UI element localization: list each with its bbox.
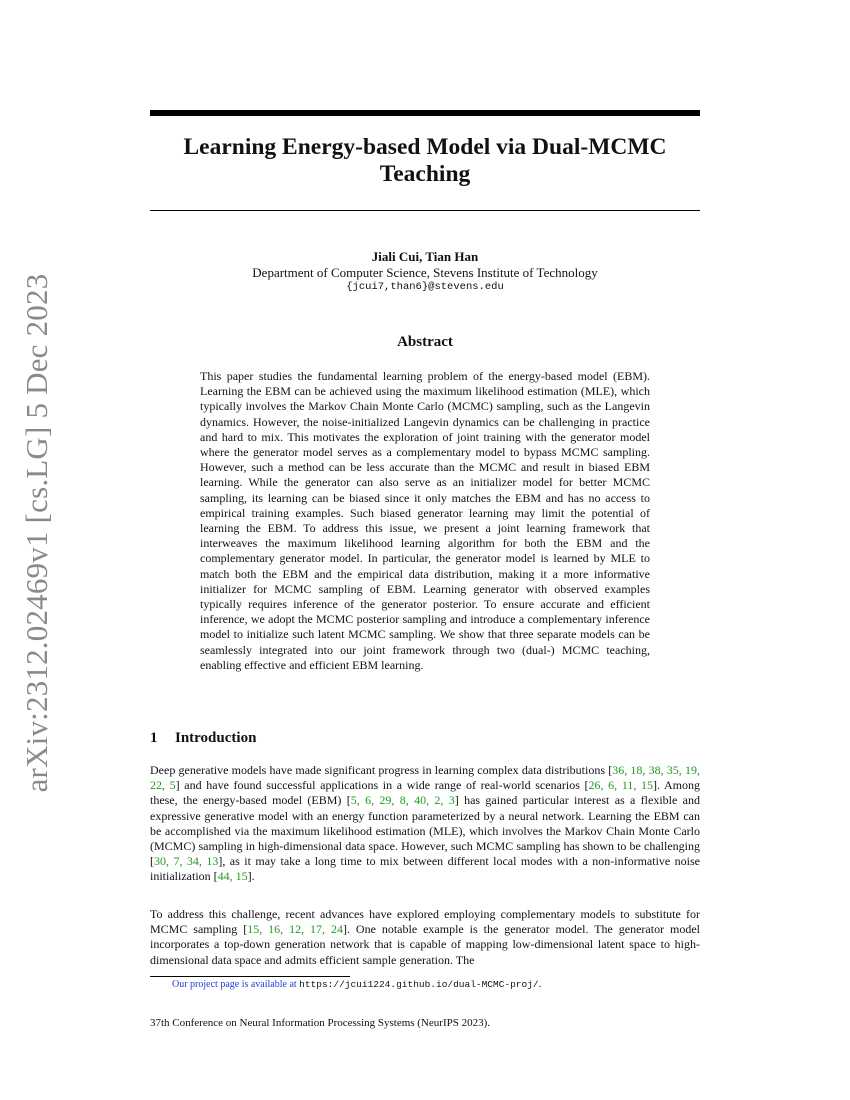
citation-link[interactable]: 30, 7, 34, 13: [154, 854, 219, 869]
project-page-link[interactable]: Our project page is available at: [172, 979, 297, 990]
abstract-text: This paper studies the fundamental learning problem of the energy-based model (EBM). Learning the EBM can be achieved using the maximum likelihood estimation (MLE), which typically involves the Markov Chain Monte Carlo (MCMC) sampling, such as the Langevin dynamics. However, the noise-initialized Langevin dynamics can be challenging in practice and hard to mix. This motivates the exploration of joint training with the generator model where the generator model serves as a complementary model to bypass MCMC sampling. However, such a method can be less accurate than the MCMC and result in biased EBM learning. While the generator can also serve as an initializer model for better MCMC sampling, its learning can be biased since it only matches the EBM and has no access to empirical training examples. Such biased generator learning may limit the potential of learning the EBM. To address this issue, we present a joint learning framework that interweaves the maximum likelihood learning algorithm for both the EBM and the complementary generator model. In particular, the generator model is learned by MLE to match both the EBM and the empirical data distribution, making it a more informative initializer for MCMC sampling of EBM. Learning generator with observed examples typically requires inference of the generator posterior. To ensure accurate and efficient inference, we adopt the MCMC posterior sampling and introduce a complementary inference model to initialize such latent MCMC sampling. We show that three separate models can be seamlessly integrated into our joint framework through two (dual-) MCMC teaching, enabling effective and efficient EBM learning.: [200, 369, 650, 672]
text-run: ] and have found successful applications in a wide range of real-world scenarios [: [175, 778, 589, 793]
text-run: Deep generative models have made significant progress in learning complex data distributions [: [150, 763, 613, 777]
venue-footer: 37th Conference on Neural Information Processing Systems (NeurIPS 2023).: [150, 1017, 491, 1029]
project-url[interactable]: https://jcui1224.github.io/dual-MCMC-proj/: [299, 979, 539, 990]
footnote: [172, 978, 541, 991]
title-bottom-rule: [150, 210, 700, 211]
text-run: To address this challenge, recent advances have explored employing complementary models to substitute for MCMC sampling [: [150, 907, 700, 937]
text-run: ].: [247, 869, 255, 884]
citation-link[interactable]: 36, 18, 38, 35, 19, 22, 5: [150, 763, 700, 793]
section-heading-introduction: [150, 730, 256, 747]
title-line-1: Learning Energy-based Model via Dual-MCMC: [183, 134, 667, 160]
citation-link[interactable]: 15, 16, 12, 17, 24: [247, 922, 343, 937]
citation-link[interactable]: 26, 6, 11, 15: [588, 778, 654, 793]
text-run: ], as it may take a long time to mix between different local modes with a non-informative noise initialization [: [150, 854, 701, 884]
citation-link[interactable]: 5, 6, 29, 8, 40, 2, 3: [350, 793, 455, 808]
paper-title: [150, 134, 700, 188]
section-title: Introduction: [175, 730, 257, 746]
intro-paragraph-2: [150, 907, 700, 968]
author-email[interactable]: {jcui7,than6}@stevens.edu: [346, 281, 504, 293]
abstract-heading: Abstract: [397, 334, 453, 350]
text-run: ]. One notable example is the generator model. The generator model incorporates a top-down generation network that is capable of mapping low-dimensional latent space to high-dimensional data space and admits efficient sample generation. The: [150, 922, 700, 967]
author-block: [150, 249, 700, 296]
footnote-rule: [150, 976, 350, 977]
author-names: Jiali Cui, Tian Han: [371, 249, 479, 264]
text-run: ] has gained particular interest as a flexible and expressive generative model with an energy function parameterized by a neural network. Learning the EBM can be accomplished via the maximum likelihood estimation (MLE), which involves the Markov Chain Monte Carlo (MCMC) sampling in high-dimensional data space. However, such MCMC sampling has shown to be challenging [: [150, 793, 700, 869]
text-run: ]. Among these, the energy-based model (EBM) [: [150, 778, 700, 808]
author-affiliation: Department of Computer Science, Stevens Institute of Technology: [252, 264, 598, 280]
section-number: 1: [150, 730, 158, 746]
title-line-2: Teaching: [379, 161, 471, 187]
intro-paragraph-1: [150, 763, 700, 885]
title-top-rule: [150, 110, 700, 116]
footnote-end: .: [538, 979, 542, 990]
arxiv-side-stamp: arXiv:2312.02469v1 [cs.LG] 5 Dec 2023: [19, 273, 54, 793]
citation-link[interactable]: 44, 15: [217, 869, 248, 884]
